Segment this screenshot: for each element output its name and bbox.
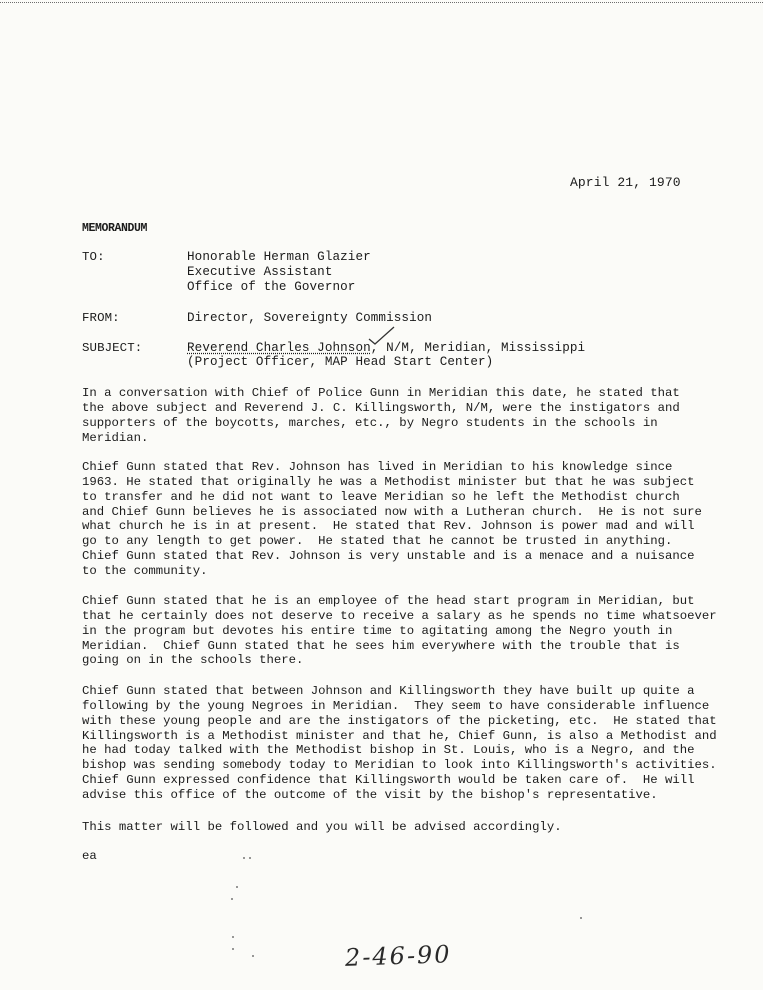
paragraph-line: Chief Gunn stated that Rev. Johnson is very unstable and is a menace and a nuisance	[82, 549, 695, 564]
paragraph-line: Chief Gunn stated that Rev. Johnson has lived in Meridian to his knowledge since	[82, 460, 673, 474]
scan-speck	[231, 898, 233, 900]
subject-details: , N/M, Meridian, Mississippi	[370, 341, 586, 355]
paragraph-line: he had today talked with the Methodist bishop in St. Louis, who is a Negro, and the	[82, 743, 695, 758]
paragraph-line: going on in the schools there.	[82, 653, 304, 668]
to-line: Executive Assistant	[187, 265, 333, 279]
from-value: Director, Sovereignty Commission	[187, 311, 433, 325]
to-line: Office of the Governor	[187, 280, 356, 294]
paragraph-line: supporters of the boycotts, marches, etc., by Negro students in the schools in	[82, 415, 658, 430]
paragraph-line: advise this office of the outcome of the visit by the bishop's representative.	[82, 787, 658, 802]
memo-heading: MEMORANDUM	[82, 222, 148, 235]
scan-speck	[252, 955, 254, 957]
paragraph-line: 1963. He stated that originally he was a Methodist minister but that he was subject	[82, 474, 695, 489]
scan-speck	[236, 886, 238, 888]
page-top-rule	[0, 2, 763, 3]
paragraph-line: and Chief Gunn believes he is associated now with a Lutheran church. He is not sure	[82, 504, 702, 519]
to-label: TO:	[82, 250, 105, 264]
paragraph-line: In a conversation with Chief of Police Gunn in Meridian this date, he stated that	[82, 386, 680, 400]
subject-label: SUBJECT:	[82, 341, 143, 355]
subject-name: Reverend Charles Johnson	[187, 341, 371, 355]
memo-date: April 21, 1970	[570, 175, 681, 190]
paragraph-line: following by the young Negroes in Meridian. They seem to have considerable influence	[82, 698, 710, 713]
from-label: FROM:	[82, 311, 120, 325]
paragraph-line: to the community.	[82, 563, 208, 578]
paragraph-line: Killingsworth is a Methodist minister and that he, Chief Gunn, is also a Methodist and	[82, 728, 717, 743]
paragraph-line: that he certainly does not deserve to receive a salary as he spends no time whatsoever	[82, 608, 717, 623]
paragraph-line: in the program but devotes his entire time to agitating among the Negro youth in	[82, 623, 673, 638]
to-line: Honorable Herman Glazier	[187, 250, 371, 264]
paragraph-line: to transfer and he did not want to leave Meridian so he left the Methodist church	[82, 489, 680, 504]
paragraph-line: Chief Gunn stated that he is an employee of the head start program in Meridian, but	[82, 594, 695, 608]
scan-speck	[243, 857, 245, 859]
scan-speck	[580, 917, 582, 919]
handwritten-file-number: 2-46-90	[344, 940, 453, 972]
subject-line-2: (Project Officer, MAP Head Start Center)	[187, 355, 494, 369]
paragraph-line: Meridian. Chief Gunn stated that he sees him everywhere with the trouble that is	[82, 638, 680, 653]
paragraph-line: what church he is in at present. He stated that Rev. Johnson is power mad and will	[82, 519, 695, 534]
paragraph-line: This matter will be followed and you will be advised accordingly.	[82, 820, 562, 834]
scan-speck	[232, 948, 234, 950]
paragraph-line: the above subject and Reverend J. C. Killingsworth, N/M, were the instigators and	[82, 400, 680, 415]
paragraph-line: Meridian.	[82, 430, 149, 445]
typist-initials: ea	[82, 849, 97, 863]
paragraph-line: Chief Gunn stated that between Johnson and Killingsworth they have built up quite a	[82, 684, 695, 698]
scan-speck	[232, 936, 234, 938]
paragraph-line: with these young people and are the instigators of the picketing, etc. He stated that	[82, 713, 717, 728]
paragraph-line: Chief Gunn expressed confidence that Killingsworth would be taken care of. He will	[82, 773, 695, 788]
paragraph-line: bishop was sending somebody today to Meridian to look into Killingsworth's activities.	[82, 758, 717, 773]
scan-speck	[249, 857, 251, 859]
paragraph-line: go to any length to get power. He stated that he cannot be trusted in anything.	[82, 534, 673, 549]
checkmark-annotation	[367, 325, 397, 347]
